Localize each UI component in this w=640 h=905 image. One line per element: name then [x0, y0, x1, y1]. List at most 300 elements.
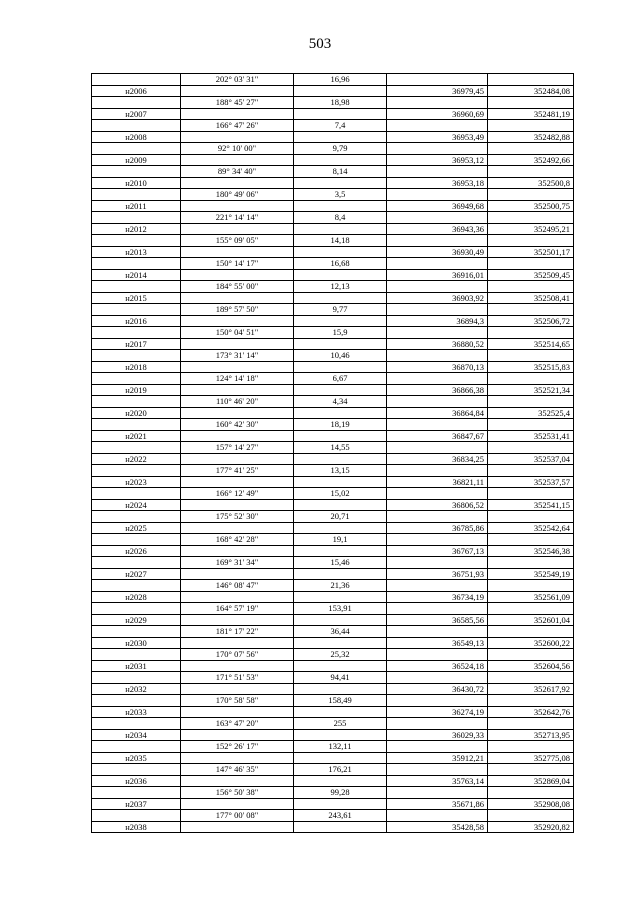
- y-cell: 352508,41: [488, 292, 574, 304]
- point-cell: [92, 166, 181, 178]
- point-row: [92, 200, 574, 212]
- angle-cell: 168° 42' 28": [181, 534, 294, 546]
- y-cell: [488, 557, 574, 569]
- angle-cell: 110° 46' 20": [181, 396, 294, 408]
- point-cell: н2035: [92, 752, 181, 764]
- distance-cell: 243,61: [294, 810, 387, 822]
- point-cell: [92, 281, 181, 293]
- x-cell: 36767,13: [387, 545, 488, 557]
- x-cell: [387, 603, 488, 615]
- y-cell: 352500,75: [488, 200, 574, 212]
- distance-cell: [294, 729, 387, 741]
- y-cell: 352600,22: [488, 637, 574, 649]
- point-cell: [92, 419, 181, 431]
- x-cell: [387, 235, 488, 247]
- y-cell: 352521,34: [488, 384, 574, 396]
- point-row: [92, 292, 574, 304]
- x-cell: 36880,52: [387, 338, 488, 350]
- point-cell: н2031: [92, 660, 181, 672]
- y-cell: [488, 304, 574, 316]
- point-cell: н2008: [92, 131, 181, 143]
- point-row: [92, 315, 574, 327]
- y-cell: [488, 235, 574, 247]
- y-cell: [488, 258, 574, 270]
- y-cell: 352920,82: [488, 821, 574, 833]
- point-row: [92, 706, 574, 718]
- y-cell: [488, 373, 574, 385]
- point-cell: [92, 74, 181, 86]
- angle-cell: [181, 614, 294, 626]
- x-cell: [387, 465, 488, 477]
- x-cell: [387, 557, 488, 569]
- point-row: [92, 499, 574, 511]
- distance-cell: 9,79: [294, 143, 387, 155]
- point-cell: н2022: [92, 453, 181, 465]
- coordinates-table-body: [92, 74, 574, 833]
- x-cell: 36916,01: [387, 269, 488, 281]
- angle-cell: 175° 52' 30": [181, 511, 294, 523]
- point-cell: н2010: [92, 177, 181, 189]
- x-cell: [387, 718, 488, 730]
- y-cell: [488, 534, 574, 546]
- segment-row: [92, 810, 574, 822]
- segment-row: [92, 143, 574, 155]
- angle-cell: 166° 47' 26": [181, 120, 294, 132]
- point-row: [92, 545, 574, 557]
- distance-cell: [294, 568, 387, 580]
- angle-cell: [181, 223, 294, 235]
- angle-cell: 177° 41' 25": [181, 465, 294, 477]
- x-cell: [387, 327, 488, 339]
- y-cell: [488, 718, 574, 730]
- point-cell: н2014: [92, 269, 181, 281]
- x-cell: 36524,18: [387, 660, 488, 672]
- angle-cell: [181, 292, 294, 304]
- x-cell: 36549,13: [387, 637, 488, 649]
- distance-cell: [294, 108, 387, 120]
- distance-cell: [294, 177, 387, 189]
- distance-cell: [294, 407, 387, 419]
- y-cell: 352531,41: [488, 430, 574, 442]
- y-cell: 352481,19: [488, 108, 574, 120]
- y-cell: [488, 787, 574, 799]
- x-cell: [387, 741, 488, 753]
- x-cell: 36870,13: [387, 361, 488, 373]
- point-cell: [92, 235, 181, 247]
- x-cell: 35428,58: [387, 821, 488, 833]
- distance-cell: [294, 85, 387, 97]
- point-cell: [92, 258, 181, 270]
- point-cell: [92, 373, 181, 385]
- point-cell: [92, 212, 181, 224]
- distance-cell: [294, 384, 387, 396]
- distance-cell: 16,68: [294, 258, 387, 270]
- y-cell: 352515,83: [488, 361, 574, 373]
- point-row: [92, 660, 574, 672]
- point-row: [92, 683, 574, 695]
- x-cell: [387, 350, 488, 362]
- angle-cell: 177° 00' 08": [181, 810, 294, 822]
- angle-cell: 89° 34' 40": [181, 166, 294, 178]
- point-cell: н2038: [92, 821, 181, 833]
- distance-cell: 8,4: [294, 212, 387, 224]
- angle-cell: [181, 177, 294, 189]
- distance-cell: [294, 614, 387, 626]
- distance-cell: 15,46: [294, 557, 387, 569]
- point-row: [92, 131, 574, 143]
- point-cell: н2028: [92, 591, 181, 603]
- point-cell: [92, 465, 181, 477]
- y-cell: [488, 649, 574, 661]
- segment-row: [92, 350, 574, 362]
- point-cell: н2037: [92, 798, 181, 810]
- point-cell: н2007: [92, 108, 181, 120]
- angle-cell: [181, 384, 294, 396]
- distance-cell: 6,67: [294, 373, 387, 385]
- point-cell: [92, 350, 181, 362]
- y-cell: 352484,08: [488, 85, 574, 97]
- y-cell: 352506,72: [488, 315, 574, 327]
- angle-cell: 155° 09' 05": [181, 235, 294, 247]
- x-cell: [387, 626, 488, 638]
- angle-cell: 163° 47' 20": [181, 718, 294, 730]
- point-cell: [92, 396, 181, 408]
- distance-cell: [294, 522, 387, 534]
- point-cell: [92, 120, 181, 132]
- distance-cell: [294, 775, 387, 787]
- distance-cell: [294, 798, 387, 810]
- angle-cell: 164° 57' 19": [181, 603, 294, 615]
- angle-cell: [181, 499, 294, 511]
- x-cell: 36943,36: [387, 223, 488, 235]
- distance-cell: [294, 338, 387, 350]
- angle-cell: 202° 03' 31": [181, 74, 294, 86]
- distance-cell: [294, 246, 387, 258]
- y-cell: [488, 764, 574, 776]
- angle-cell: [181, 752, 294, 764]
- y-cell: [488, 419, 574, 431]
- segment-row: [92, 603, 574, 615]
- segment-row: [92, 672, 574, 684]
- point-cell: н2013: [92, 246, 181, 258]
- point-cell: н2026: [92, 545, 181, 557]
- distance-cell: 9,77: [294, 304, 387, 316]
- angle-cell: [181, 108, 294, 120]
- point-row: [92, 729, 574, 741]
- point-row: [92, 407, 574, 419]
- x-cell: 36930,49: [387, 246, 488, 258]
- x-cell: 36894,3: [387, 315, 488, 327]
- distance-cell: 36,44: [294, 626, 387, 638]
- x-cell: [387, 534, 488, 546]
- distance-cell: 21,36: [294, 580, 387, 592]
- angle-cell: 170° 58' 58": [181, 695, 294, 707]
- y-cell: [488, 672, 574, 684]
- x-cell: [387, 143, 488, 155]
- y-cell: [488, 120, 574, 132]
- point-cell: [92, 557, 181, 569]
- angle-cell: [181, 269, 294, 281]
- y-cell: 352541,15: [488, 499, 574, 511]
- y-cell: [488, 810, 574, 822]
- angle-cell: [181, 545, 294, 557]
- point-cell: н2033: [92, 706, 181, 718]
- point-cell: [92, 764, 181, 776]
- distance-cell: 19,1: [294, 534, 387, 546]
- x-cell: [387, 672, 488, 684]
- angle-cell: [181, 246, 294, 258]
- distance-cell: [294, 476, 387, 488]
- segment-row: [92, 787, 574, 799]
- angle-cell: 152° 26' 17": [181, 741, 294, 753]
- angle-cell: [181, 476, 294, 488]
- y-cell: [488, 396, 574, 408]
- point-cell: н2011: [92, 200, 181, 212]
- x-cell: 36834,25: [387, 453, 488, 465]
- x-cell: 35763,14: [387, 775, 488, 787]
- distance-cell: 14,55: [294, 442, 387, 454]
- segment-row: [92, 327, 574, 339]
- y-cell: 352501,17: [488, 246, 574, 258]
- segment-row: [92, 488, 574, 500]
- distance-cell: 176,21: [294, 764, 387, 776]
- x-cell: [387, 189, 488, 201]
- x-cell: 36806,52: [387, 499, 488, 511]
- point-cell: [92, 488, 181, 500]
- angle-cell: [181, 729, 294, 741]
- x-cell: [387, 74, 488, 86]
- x-cell: 36734,19: [387, 591, 488, 603]
- distance-cell: 3,5: [294, 189, 387, 201]
- segment-row: [92, 741, 574, 753]
- distance-cell: 153,91: [294, 603, 387, 615]
- x-cell: [387, 580, 488, 592]
- x-cell: [387, 695, 488, 707]
- point-row: [92, 338, 574, 350]
- y-cell: [488, 603, 574, 615]
- y-cell: 352549,19: [488, 568, 574, 580]
- point-row: [92, 384, 574, 396]
- point-cell: [92, 580, 181, 592]
- point-cell: н2023: [92, 476, 181, 488]
- point-row: [92, 154, 574, 166]
- angle-cell: 166° 12' 49": [181, 488, 294, 500]
- distance-cell: [294, 660, 387, 672]
- distance-cell: 15,02: [294, 488, 387, 500]
- segment-row: [92, 626, 574, 638]
- segment-row: [92, 235, 574, 247]
- segment-row: [92, 120, 574, 132]
- point-cell: [92, 603, 181, 615]
- distance-cell: [294, 292, 387, 304]
- angle-cell: 157° 14' 27": [181, 442, 294, 454]
- x-cell: [387, 787, 488, 799]
- x-cell: 35912,21: [387, 752, 488, 764]
- y-cell: 352561,09: [488, 591, 574, 603]
- point-row: [92, 637, 574, 649]
- segment-row: [92, 419, 574, 431]
- segment-row: [92, 97, 574, 109]
- y-cell: 352525,4: [488, 407, 574, 419]
- y-cell: [488, 97, 574, 109]
- y-cell: 352492,66: [488, 154, 574, 166]
- distance-cell: 16,96: [294, 74, 387, 86]
- distance-cell: 94,41: [294, 672, 387, 684]
- angle-cell: [181, 637, 294, 649]
- point-cell: н2016: [92, 315, 181, 327]
- angle-cell: [181, 407, 294, 419]
- point-cell: н2032: [92, 683, 181, 695]
- x-cell: [387, 810, 488, 822]
- point-cell: н2034: [92, 729, 181, 741]
- x-cell: 36953,49: [387, 131, 488, 143]
- point-cell: [92, 649, 181, 661]
- distance-cell: [294, 200, 387, 212]
- point-row: [92, 453, 574, 465]
- y-cell: [488, 212, 574, 224]
- point-cell: н2025: [92, 522, 181, 534]
- distance-cell: [294, 706, 387, 718]
- point-row: [92, 223, 574, 235]
- y-cell: [488, 189, 574, 201]
- angle-cell: [181, 430, 294, 442]
- segment-row: [92, 718, 574, 730]
- distance-cell: 25,32: [294, 649, 387, 661]
- y-cell: [488, 626, 574, 638]
- x-cell: [387, 258, 488, 270]
- distance-cell: [294, 453, 387, 465]
- point-row: [92, 614, 574, 626]
- angle-cell: 169° 31' 34": [181, 557, 294, 569]
- x-cell: 36751,93: [387, 568, 488, 580]
- angle-cell: [181, 683, 294, 695]
- x-cell: [387, 120, 488, 132]
- y-cell: [488, 511, 574, 523]
- angle-cell: 180° 49' 06": [181, 189, 294, 201]
- y-cell: 352482,88: [488, 131, 574, 143]
- x-cell: 36953,12: [387, 154, 488, 166]
- y-cell: [488, 327, 574, 339]
- x-cell: 36430,72: [387, 683, 488, 695]
- x-cell: [387, 281, 488, 293]
- distance-cell: 13,15: [294, 465, 387, 477]
- point-cell: н2012: [92, 223, 181, 235]
- point-row: [92, 85, 574, 97]
- distance-cell: 14,18: [294, 235, 387, 247]
- point-cell: [92, 189, 181, 201]
- y-cell: 352500,8: [488, 177, 574, 189]
- angle-cell: [181, 200, 294, 212]
- point-row: [92, 775, 574, 787]
- angle-cell: 147° 46' 35": [181, 764, 294, 776]
- x-cell: [387, 396, 488, 408]
- angle-cell: [181, 568, 294, 580]
- segment-row: [92, 534, 574, 546]
- distance-cell: 8,14: [294, 166, 387, 178]
- point-row: [92, 522, 574, 534]
- angle-cell: 221° 14' 14": [181, 212, 294, 224]
- angle-cell: [181, 798, 294, 810]
- point-row: [92, 568, 574, 580]
- y-cell: [488, 350, 574, 362]
- x-cell: 36949,68: [387, 200, 488, 212]
- x-cell: 36953,18: [387, 177, 488, 189]
- page-number: 503: [308, 36, 332, 52]
- angle-cell: 160° 42' 30": [181, 419, 294, 431]
- distance-cell: [294, 131, 387, 143]
- point-cell: н2030: [92, 637, 181, 649]
- x-cell: 36847,67: [387, 430, 488, 442]
- point-cell: [92, 534, 181, 546]
- point-row: [92, 177, 574, 189]
- point-cell: [92, 810, 181, 822]
- distance-cell: 132,11: [294, 741, 387, 753]
- point-row: [92, 108, 574, 120]
- segment-row: [92, 281, 574, 293]
- point-cell: [92, 695, 181, 707]
- y-cell: 352775,08: [488, 752, 574, 764]
- angle-cell: 181° 17' 22": [181, 626, 294, 638]
- distance-cell: [294, 154, 387, 166]
- y-cell: 352514,65: [488, 338, 574, 350]
- y-cell: [488, 580, 574, 592]
- point-cell: [92, 304, 181, 316]
- y-cell: 352908,08: [488, 798, 574, 810]
- y-cell: [488, 166, 574, 178]
- point-row: [92, 361, 574, 373]
- point-cell: [92, 787, 181, 799]
- distance-cell: 7,4: [294, 120, 387, 132]
- segment-row: [92, 74, 574, 86]
- x-cell: [387, 442, 488, 454]
- angle-cell: [181, 775, 294, 787]
- y-cell: [488, 741, 574, 753]
- distance-cell: [294, 430, 387, 442]
- y-cell: [488, 74, 574, 86]
- point-cell: н2024: [92, 499, 181, 511]
- x-cell: [387, 373, 488, 385]
- distance-cell: 4,34: [294, 396, 387, 408]
- point-row: [92, 752, 574, 764]
- y-cell: 352542,64: [488, 522, 574, 534]
- angle-cell: 124° 14' 18": [181, 373, 294, 385]
- y-cell: 352509,45: [488, 269, 574, 281]
- distance-cell: [294, 499, 387, 511]
- point-cell: [92, 511, 181, 523]
- distance-cell: [294, 591, 387, 603]
- distance-cell: [294, 637, 387, 649]
- angle-cell: [181, 453, 294, 465]
- point-cell: н2006: [92, 85, 181, 97]
- distance-cell: [294, 361, 387, 373]
- segment-row: [92, 764, 574, 776]
- angle-cell: 173° 31' 14": [181, 350, 294, 362]
- point-cell: н2009: [92, 154, 181, 166]
- point-cell: [92, 626, 181, 638]
- x-cell: 35671,86: [387, 798, 488, 810]
- distance-cell: 255: [294, 718, 387, 730]
- x-cell: 36274,19: [387, 706, 488, 718]
- x-cell: [387, 166, 488, 178]
- distance-cell: [294, 545, 387, 557]
- angle-cell: 156° 50' 38": [181, 787, 294, 799]
- point-cell: [92, 143, 181, 155]
- distance-cell: [294, 683, 387, 695]
- point-cell: [92, 327, 181, 339]
- x-cell: 36785,86: [387, 522, 488, 534]
- angle-cell: 184° 55' 00": [181, 281, 294, 293]
- x-cell: [387, 488, 488, 500]
